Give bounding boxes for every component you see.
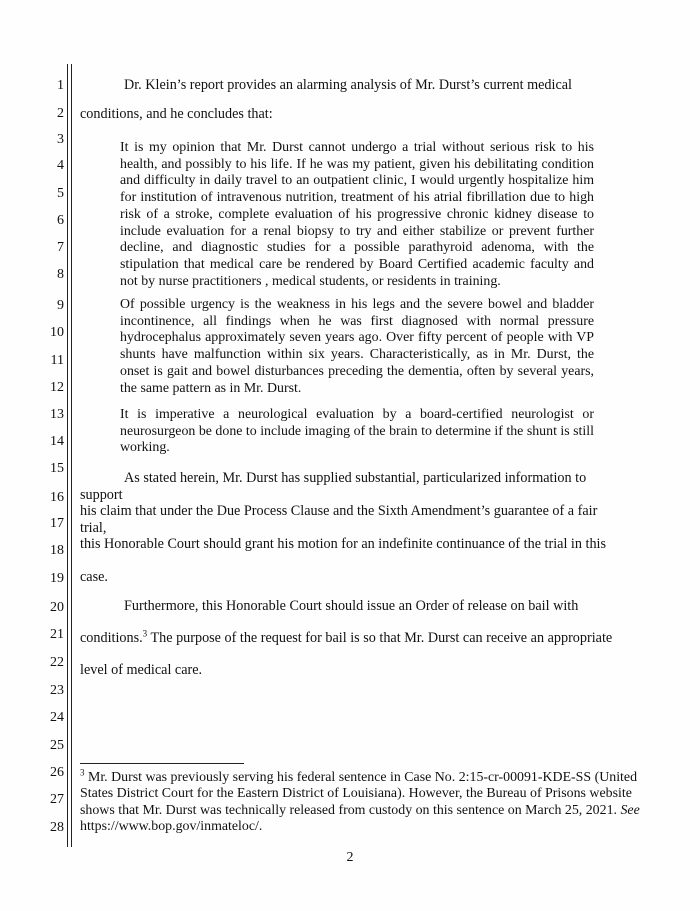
line-number: 16 — [50, 490, 64, 505]
line-number: 1 — [57, 78, 64, 93]
line-number: 19 — [50, 571, 64, 586]
paragraph-1-line-1: Dr. Klein’s report provides an alarming analysis of Mr. Durst’s current medical — [124, 77, 572, 93]
left-margin-rule-inner — [71, 64, 72, 847]
footnote-text: Mr. Durst was previously serving his federal sentence in Case No. 2:15-cr-00091-KDE-SS (United States District Court for the Eastern District of Louisiana). However, the Bureau of Prisons website shows that Mr. Durst was technically released from custody on this sentence on March 25, 2021. — [80, 770, 638, 818]
line-number: 28 — [50, 820, 64, 835]
line-number: 15 — [50, 461, 64, 476]
left-margin-rule-outer — [67, 64, 68, 847]
paragraph-2-line-3: this Honorable Court should grant his motion for an indefinite continuance of the trial in this — [80, 536, 607, 552]
line-number: 21 — [50, 627, 64, 642]
line-number: 20 — [50, 600, 64, 615]
footnote-reference: 3 — [142, 628, 148, 639]
page-number: 2 — [346, 850, 354, 865]
footnote-3 — [80, 767, 640, 835]
block-quote-2: Of possible urgency is the weakness in his legs and the severe bowel and bladder incontinence, all findings when he was first diagnosed with normal pressure hydrocephalus approximately seven years ago. Over fifty percent of people with VP shunts have malfunction within six years. Characteristically, as in Mr. Durst, the onset is gait and bowel disturbances preceding the dementia, often by several years, the same pattern as in Mr. Durst. — [120, 297, 594, 396]
line-number: 27 — [50, 792, 64, 807]
line-number: 8 — [57, 267, 64, 282]
block-quote-3: It is imperative a neurological evaluation by a board-certified neurologist or neurosurgeon be done to include imaging of the brain to determine if the shunt is still working. — [120, 407, 594, 456]
paragraph-3-line-2 — [80, 630, 620, 647]
paragraph-2-line-1: As stated herein, Mr. Durst has supplied substantial, particularized information to support — [80, 470, 587, 503]
line-number: 25 — [50, 738, 64, 753]
footnote-separator — [80, 763, 244, 764]
footnote-url: https://www.bop.gov/inmateloc/. — [80, 818, 263, 834]
line-number: 4 — [57, 158, 64, 173]
line-number: 12 — [50, 380, 64, 395]
paragraph-3-line-1: Furthermore, this Honorable Court should issue an Order of release on bail with — [124, 598, 579, 614]
line-number: 18 — [50, 543, 64, 558]
paragraph-2-line-4: case. — [80, 569, 108, 585]
line-number: 2 — [57, 106, 64, 121]
paragraph-1-line-2: conditions, and he concludes that: — [80, 106, 273, 122]
line-number: 3 — [57, 132, 64, 147]
line-number: 23 — [50, 683, 64, 698]
line-number: 22 — [50, 655, 64, 670]
line-number: 6 — [57, 213, 64, 228]
line-number: 14 — [50, 434, 64, 449]
footnote-marker: 3 — [80, 767, 85, 778]
footnote-see: See — [620, 802, 640, 818]
paragraph-3-line-3: level of medical care. — [80, 662, 203, 678]
block-quote-1: It is my opinion that Mr. Durst cannot undergo a trial without serious risk to his health, and possibly to his life. If he was my patient, given his debilitating condition and difficulty in daily travel to an outpatient clinic, I would urgently hospitalize him for institution of intravenous nutrition, treatment of his atrial fibrillation due to high risk of a stroke, complete evaluation of his progressive chronic kidney disease to include evaluation for a renal biopsy to try and either stabilize or prevent further decline, and diagnostic studies for a possible parathyroid adenoma, with the stipulation that medical care be rendered by Board Certified academic faculty and not by nurse practitioners , medical students, or residents in training. — [120, 140, 594, 289]
line-number: 17 — [50, 516, 64, 531]
line-number: 11 — [50, 353, 64, 368]
line-number: 13 — [50, 407, 64, 422]
paragraph-2-line-2: his claim that under the Due Process Clause and the Sixth Amendment’s guarantee of a fair trial, — [80, 503, 598, 536]
paragraph-3-text-b: The purpose of the request for bail is so that Mr. Durst can receive an appropriate — [147, 630, 613, 646]
line-number: 9 — [57, 298, 64, 313]
line-number: 26 — [50, 765, 64, 780]
line-number: 24 — [50, 710, 64, 725]
line-number: 10 — [50, 325, 64, 340]
line-number: 7 — [57, 240, 64, 255]
paragraph-3-text-a: conditions. — [80, 630, 143, 646]
line-number: 5 — [57, 186, 64, 201]
